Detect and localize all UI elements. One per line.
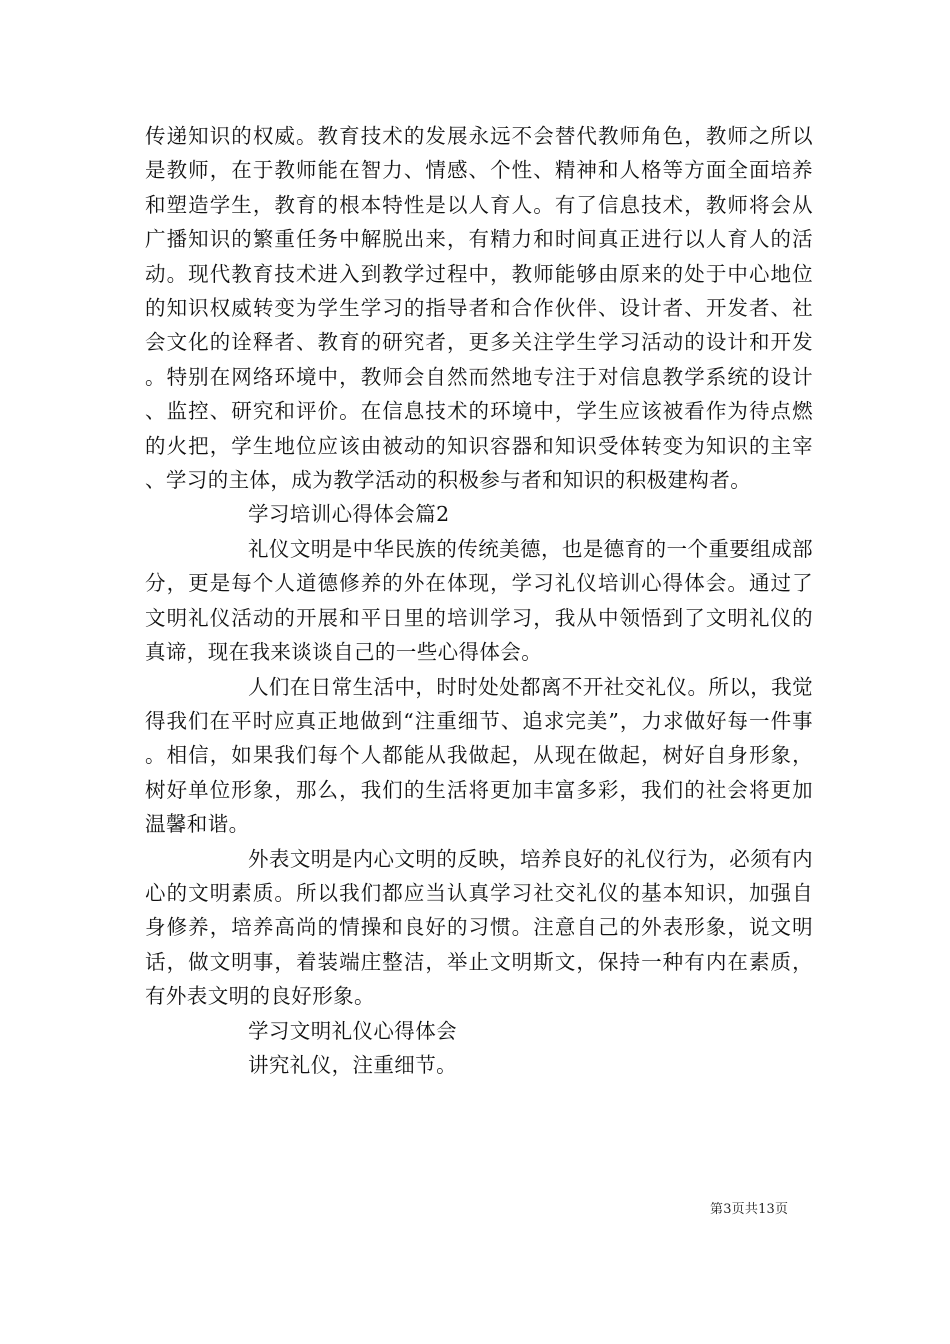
paragraph-details: 讲究礼仪，注重细节。 [248, 1052, 457, 1077]
paragraph-continued: 传递知识的权威。教育技术的发展永远不会替代教师角色，教师之所以是教师，在于教师能在智力、情感、个性、精神和人格等方面全面培养和塑造学生，教育的根本特性是以人育人。有了信息技术，教师将会从广播知识的繁重任务中解脱出来，有精力和时间真正进行以人育人的活动。现代教育技术进入到教学过程中，教师能够由原来的处于中心地位的知识权威转变为学生学习的指导者和合作伙伴、设计者、开发者、社会文化的诠释者、教育的研究者，更多关注学生学习活动的设计和开发。特别在网络环境中，教师会自然而然地专注于对信息教学系统的设计、监控、研究和评价。在信息技术的环境中，学生应该被看作为待点燃的火把，学生地位应该由被动的知识容器和知识受体转变为知识的主宰、学习的主体，成为教学活动的积极参与者和知识的积极建构者。 [145, 124, 813, 493]
document-body [145, 119, 813, 1082]
section-heading-etiquette: 学习文明礼仪心得体会 [248, 1018, 457, 1043]
page-number: 第3页共13页 [710, 1202, 789, 1217]
paragraph-etiquette-intro: 礼仪文明是中华民族的传统美德，也是德育的一个重要组成部分，更是每个人道德修养的外在体现，学习礼仪培训心得体会。通过了文明礼仪活动的开展和平日里的培训学习，我从中领悟到了文明礼仪的真谛，现在我来谈谈自己的一些心得体会。 [145, 536, 813, 665]
paragraph-daily-life: 人们在日常生活中，时时处处都离不开社交礼仪。所以，我觉得我们在平时应真正地做到“注重细节、追求完美”，力求做好每一件事。相信，如果我们每个人都能从我做起，从现在做起，树好自身形象，树好单位形象，那么，我们的生活将更加丰富多彩，我们的社会将更加温馨和谐。 [145, 674, 813, 837]
section-heading-2: 学习培训心得体会篇2 [248, 502, 450, 527]
paragraph-appearance: 外表文明是内心文明的反映，培养良好的礼仪行为，必须有内心的文明素质。所以我们都应当认真学习社交礼仪的基本知识，加强自身修养，培养高尚的情操和良好的习惯。注意自己的外表形象，说文明话，做文明事，着装端庄整洁，举止文明斯文，保持一种有内在素质，有外表文明的良好形象。 [145, 846, 813, 1009]
